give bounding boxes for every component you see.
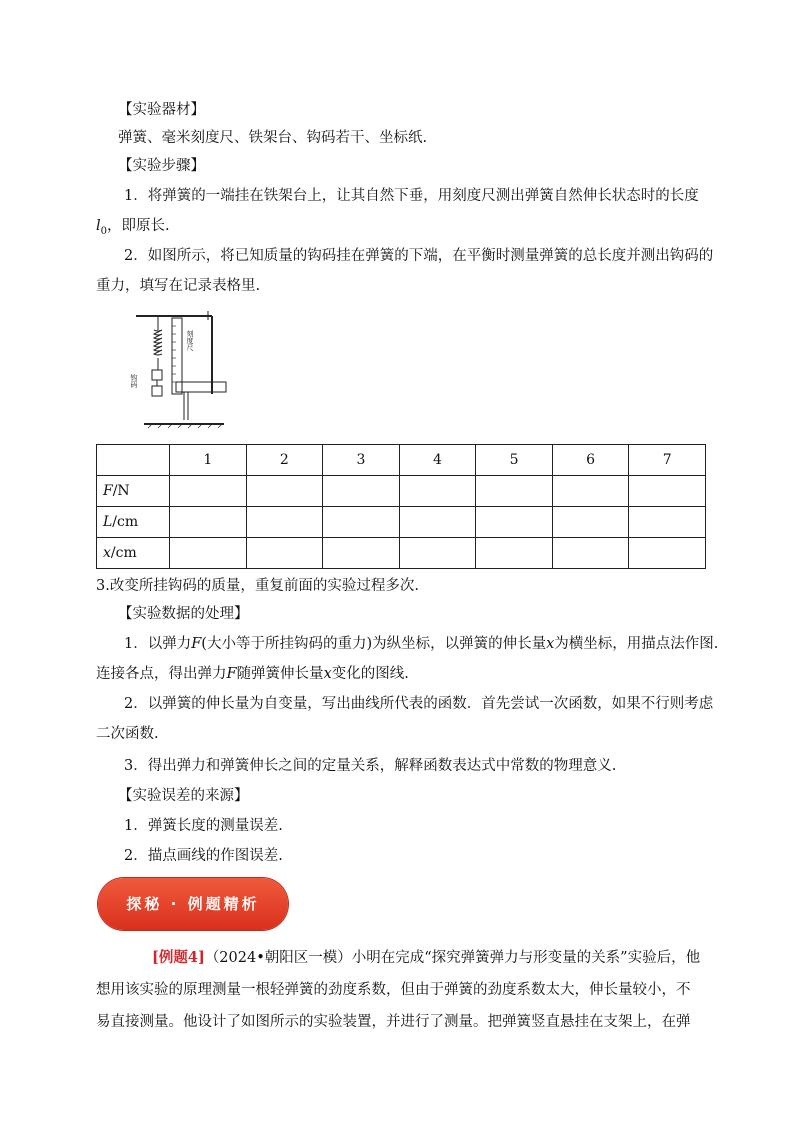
table-header-cell: 7 [629, 445, 706, 476]
table-header-cell: 4 [399, 445, 476, 476]
example-tag: [例题4] [152, 949, 205, 966]
table-header-row [97, 445, 706, 476]
table-header-cell: 5 [476, 445, 553, 476]
data-heading: 【实验数据的处理】 [118, 606, 249, 622]
row-label: x/cm [97, 538, 170, 569]
table-header-cell [97, 445, 170, 476]
table-header-cell: 3 [323, 445, 400, 476]
data1-line2: 连接各点，得出弹力F随弹簧伸长量x变化的图线. [96, 666, 409, 682]
table-row [97, 507, 706, 538]
l0-subscript: 0 [100, 225, 108, 237]
step3: 3.改变所挂钩码的质量，重复前面的实验过程多次. [96, 578, 419, 594]
step1-line2 [96, 216, 170, 242]
table-header-cell: 6 [552, 445, 629, 476]
data2-line2: 二次函数. [96, 726, 159, 742]
step2-line1: 2．如图所示，将已知质量的钩码挂在弹簧的下端，在平衡时测量弹簧的总长度并测出钩码的 [124, 248, 714, 264]
steps-heading: 【实验步骤】 [118, 158, 205, 174]
ruler [172, 318, 182, 394]
step1-line1: 1．将弹簧的一端挂在铁架台上，让其自然下垂，用刻度尺测出弹簧自然伸长状态时的长度 [124, 188, 699, 204]
section-banner: 探秘 · 例题精析 [98, 878, 288, 930]
weights-label: 钩码 [130, 374, 138, 388]
data3: 3．得出弹力和弹簧伸长之间的定量关系，解释函数表达式中常数的物理意义. [124, 758, 617, 774]
step1-rest: ，即原长. [107, 218, 170, 234]
row-label: L/cm [97, 507, 170, 538]
table-row [97, 476, 706, 507]
equipment-heading: 【实验器材】 [118, 102, 205, 118]
error2: 2．描点画线的作图误差. [124, 848, 283, 864]
base-platform [176, 382, 226, 392]
example-line1: [例题4]（2024•朝阳区一模）小明在完成“探究弹簧弹力与形变量的关系”实验后，他 [152, 949, 701, 966]
table-header-cell: 1 [170, 445, 247, 476]
table-header-cell: 2 [246, 445, 323, 476]
example-line2: 想用该实验的原理测量一根轻弹簧的劲度系数，但由于弹簧的劲度系数太大，伸长量较小，不 [96, 982, 691, 998]
data2-line1: 2．以弹簧的伸长量为自变量，写出曲线所代表的函数．首先尝试一次函数，如果不行则考虑 [124, 696, 714, 712]
example-line3: 易直接测量。他设计了如图所示的实验装置，并进行了测量。把弹簧竖直悬挂在支架上，在弹 [96, 1014, 691, 1030]
spring-apparatus-illustration [128, 308, 228, 436]
hook-weight-2 [152, 386, 162, 396]
equipment-text: 弹簧、毫米刻度尺、铁架台、钩码若干、坐标纸. [118, 130, 428, 146]
hook-weight-1 [152, 370, 162, 380]
l0-variable: l [96, 218, 101, 234]
table-row [97, 538, 706, 569]
ruler-label: 刻度尺 [186, 330, 194, 351]
step2-line2: 重力，填写在记录表格里. [96, 278, 261, 294]
data1-line1: 1．以弹力F(大小等于所挂钩码的重力)为纵坐标，以弹簧的伸长量x为横坐标，用描点法作图. [124, 636, 719, 652]
record-table [96, 444, 706, 569]
row-label: F/N [97, 476, 170, 507]
error1: 1．弹簧长度的测量误差. [124, 818, 283, 834]
error-heading: 【实验误差的来源】 [118, 788, 249, 804]
spring-coil [154, 330, 162, 355]
